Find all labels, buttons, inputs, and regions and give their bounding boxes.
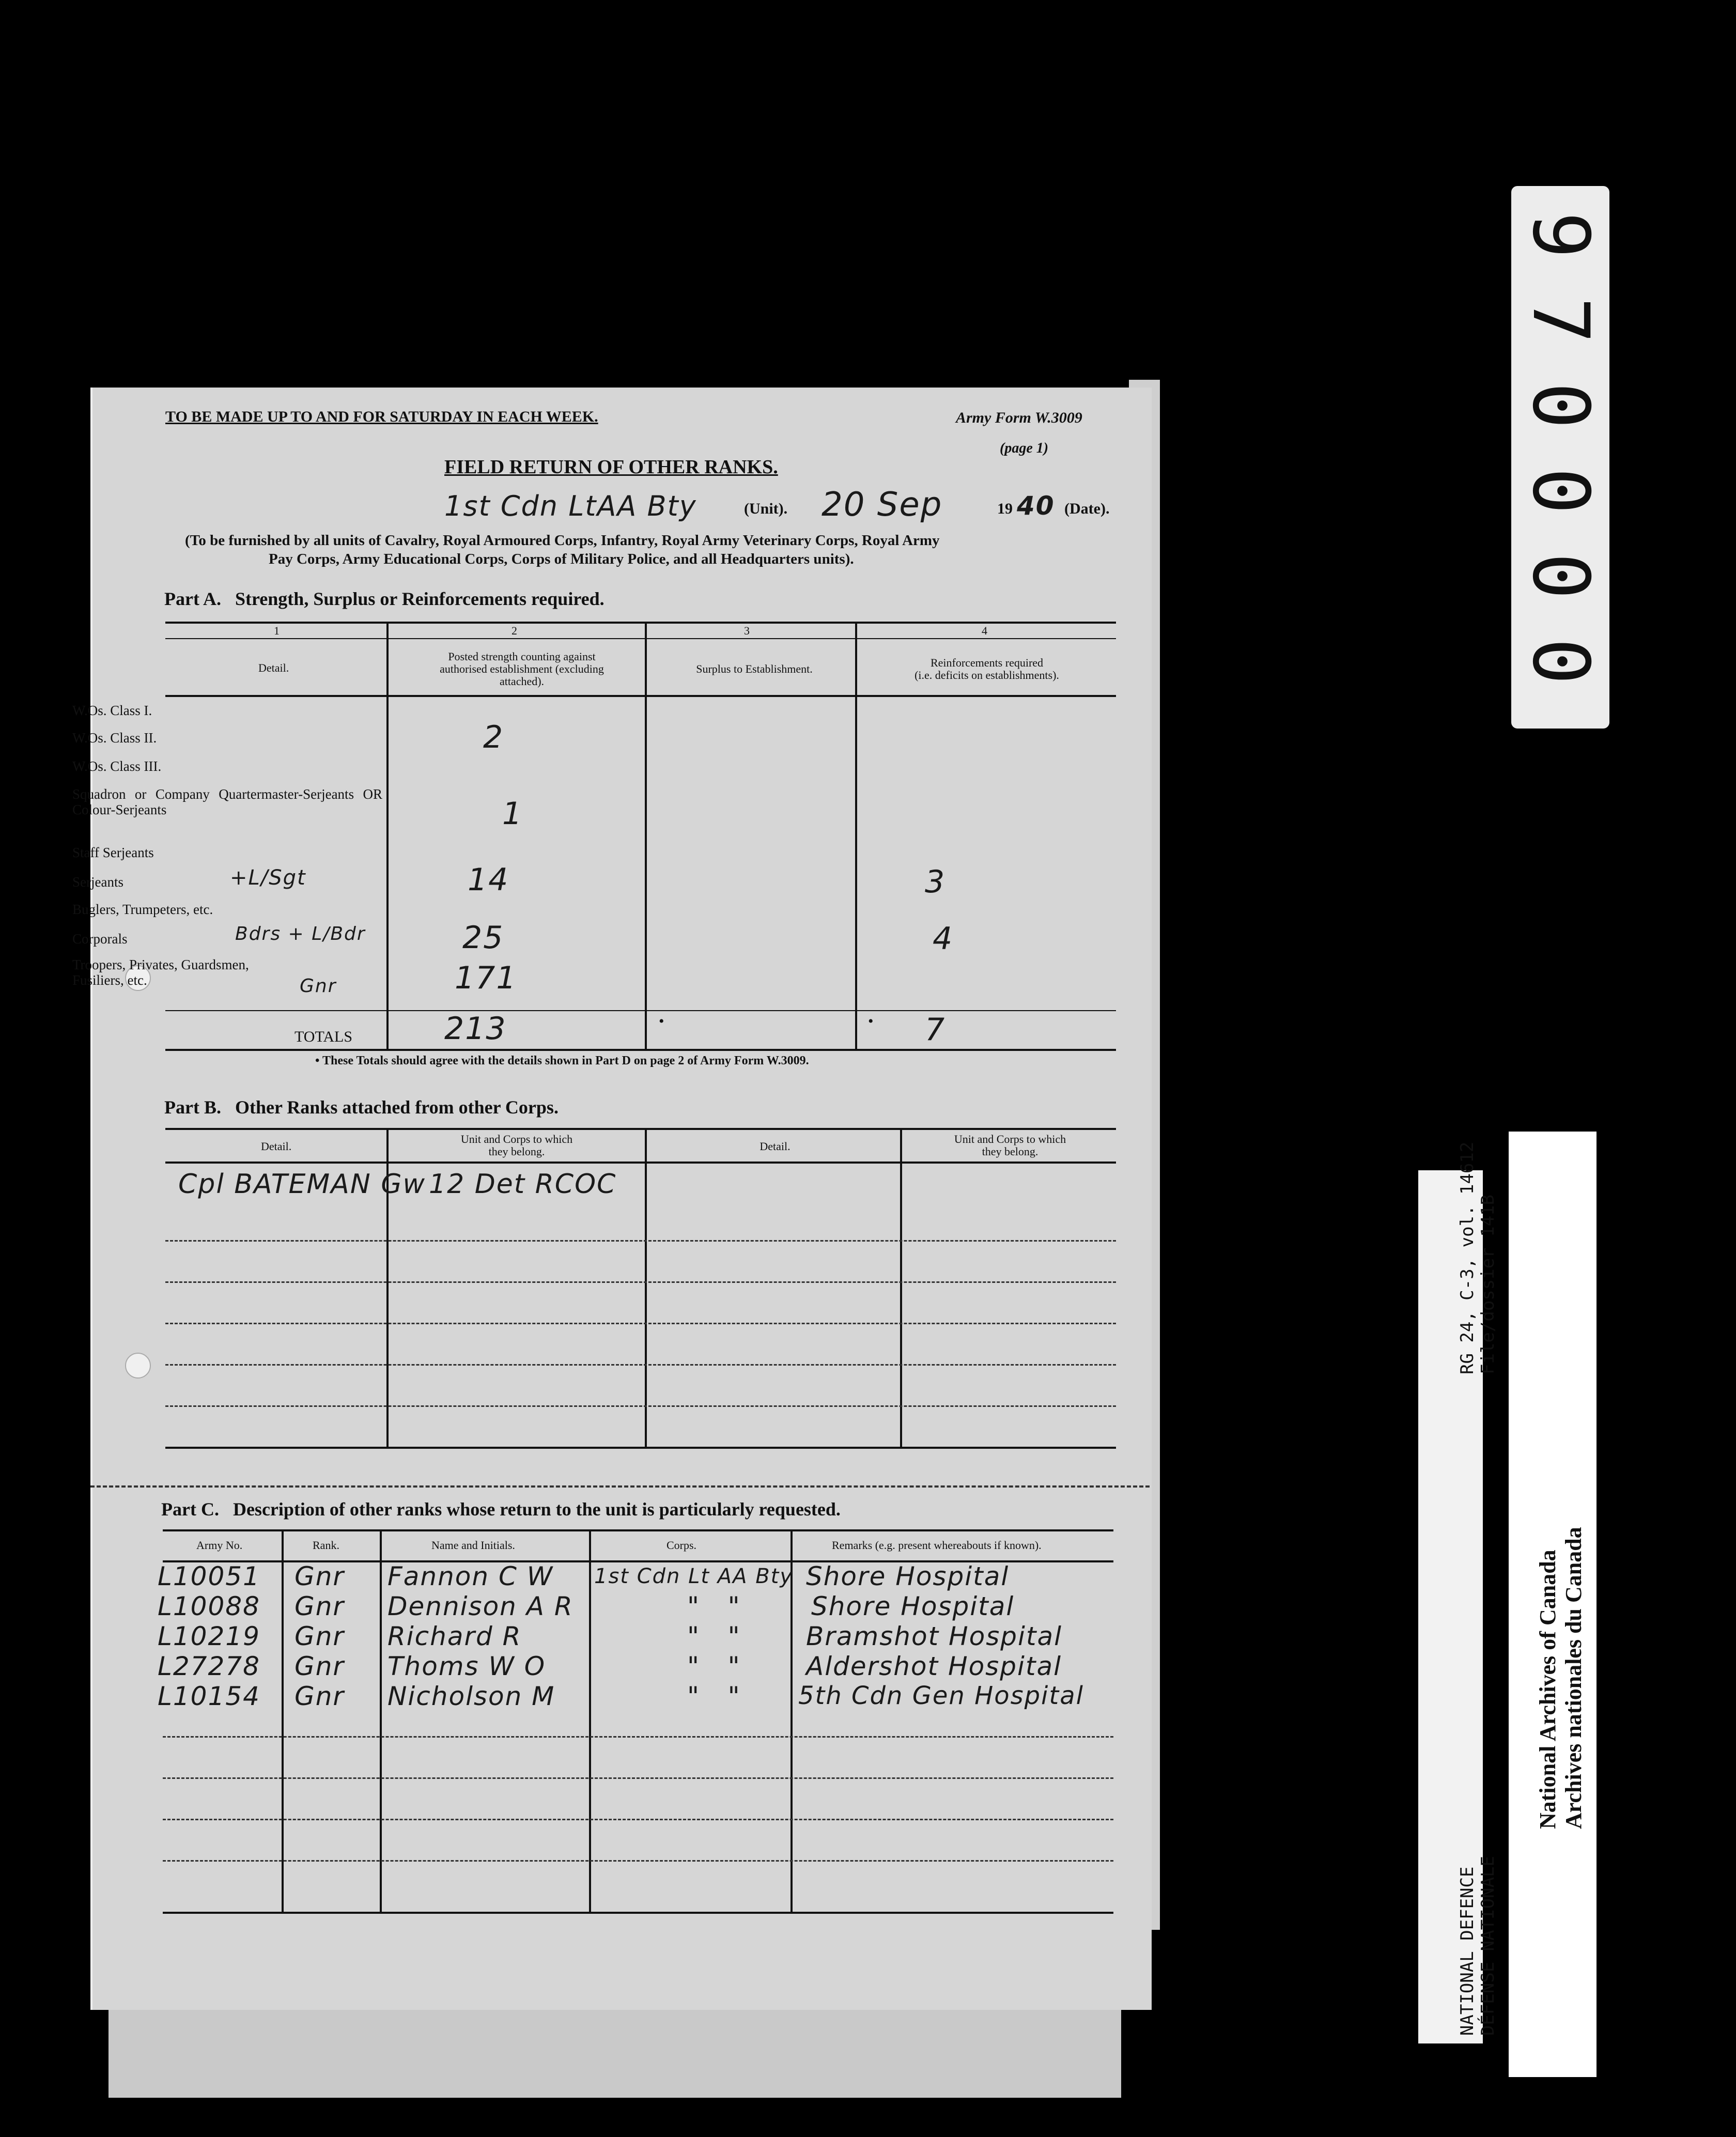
part-a-header-rule xyxy=(165,695,1116,697)
col-number: 4 xyxy=(982,624,987,637)
row-label-buglers: Buglers, Trumpeters, etc. xyxy=(72,902,213,917)
part-c-army-no: L27278 xyxy=(158,1651,260,1681)
part-a-col-divider xyxy=(855,622,857,1049)
totals-posted: 213 xyxy=(444,1011,507,1047)
part-c-heading: Part C. Description of other ranks whose return to the unit is particularly requested. xyxy=(161,1499,841,1520)
part-c-corps: 1st Cdn Lt AA Bty xyxy=(594,1565,793,1588)
col-header-detail: Detail. xyxy=(258,661,289,674)
label-national-defence: NATIONAL DEFENCE xyxy=(1457,1866,1478,2036)
label-record-group: RG 24, C-3, vol. 14612 xyxy=(1457,1141,1478,1374)
col-header-surplus: Surplus to Establishment. xyxy=(696,662,813,675)
row-label-wo-class-3: W.Os. Class III. xyxy=(72,758,162,774)
part-b-entry-detail: Cpl BATEMAN Gw xyxy=(178,1169,426,1200)
part-b-dotted-rule xyxy=(165,1405,1116,1407)
part-a-col-divider xyxy=(386,622,389,1049)
part-c-corps: " " xyxy=(687,1651,741,1681)
stamp-digit: 0 xyxy=(1515,638,1605,685)
part-a-top-rule xyxy=(165,622,1116,624)
part-c-army-no: L10219 xyxy=(158,1621,260,1651)
totals-label: TOTALS xyxy=(295,1028,353,1045)
col-number: 2 xyxy=(512,624,517,637)
part-b-col-unit2-line-1: Unit and Corps to which xyxy=(954,1133,1066,1145)
sheet-bottom-tab xyxy=(109,2010,1121,2098)
part-a-number-rule xyxy=(165,638,1116,639)
part-c-army-no: L10051 xyxy=(158,1561,260,1591)
tear-off-dashed-line xyxy=(90,1485,1150,1488)
part-b-col-divider xyxy=(645,1128,647,1447)
row-label-serjeants: Serjeants xyxy=(72,874,123,890)
army-form-number: Army Form W.3009 xyxy=(956,409,1082,426)
part-c-remarks: 5th Cdn Gen Hospital xyxy=(798,1681,1084,1710)
part-c-name: Nicholson M xyxy=(388,1681,555,1711)
unit-value: 1st Cdn LtAA Bty xyxy=(444,490,697,522)
part-a-bottom-rule xyxy=(165,1049,1116,1051)
part-a-col-divider xyxy=(645,622,647,1049)
stamp-digit: 0 xyxy=(1515,467,1605,515)
part-b-col-unit2-line-2: they belong. xyxy=(982,1145,1038,1158)
part-c-remarks: Shore Hospital xyxy=(811,1591,1015,1621)
part-b-dotted-rule xyxy=(165,1323,1116,1324)
totals-surplus-bullet: • xyxy=(659,1013,664,1030)
date-year-prefix: 19 xyxy=(997,500,1013,517)
row-extra-serjeants: +L/Sgt xyxy=(230,866,306,890)
totals-reinf-bullet: • xyxy=(868,1013,874,1030)
part-c-name: Richard R xyxy=(388,1621,522,1651)
row-label-wo-class-1: W.Os. Class I. xyxy=(72,703,152,718)
stamp-digit: 0 xyxy=(1515,552,1605,600)
reinf-corporals: 4 xyxy=(933,921,954,957)
stamp-digit: 0 xyxy=(1515,382,1605,429)
part-b-header-rule xyxy=(165,1162,1116,1164)
col-header-posted-line-2: authorised establishment (excluding xyxy=(440,662,604,675)
part-a-totals-rule xyxy=(165,1010,1116,1011)
furnish-note-line-1: (To be furnished by all units of Cavalry, Royal Armoured Corps, Infantry, Royal Army Veterinary Corps, Royal Army xyxy=(185,532,940,549)
date-label: (Date). xyxy=(1064,500,1110,517)
form-title: FIELD RETURN OF OTHER RANKS. xyxy=(444,456,778,478)
page-number: (page 1) xyxy=(1000,440,1049,456)
part-c-corps: " " xyxy=(687,1621,741,1651)
part-c-rank: Gnr xyxy=(295,1591,345,1621)
part-b-heading: Part B. Other Ranks attached from other Corps. xyxy=(164,1097,559,1118)
part-c-name: Thoms W O xyxy=(388,1651,546,1681)
part-b-col-detail: Detail. xyxy=(261,1140,292,1153)
part-c-remarks: Shore Hospital xyxy=(806,1561,1010,1591)
reinf-serjeants: 3 xyxy=(925,864,946,900)
date-year: 40 xyxy=(1017,491,1055,521)
row-extra-troopers: Gnr xyxy=(300,975,337,997)
col-number: 3 xyxy=(744,624,750,637)
part-c-name: Fannon C W xyxy=(388,1561,554,1591)
stamp-digit: 9 xyxy=(1515,211,1605,259)
part-b-dotted-rule xyxy=(165,1364,1116,1366)
part-c-col-corps: Corps. xyxy=(667,1539,697,1552)
col-header-posted-line-1: Posted strength counting against xyxy=(448,650,596,663)
archives-name-english: National Archives of Canada xyxy=(1535,1550,1560,1829)
row-extra-corporals: Bdrs + L/Bdr xyxy=(235,923,366,944)
col-header-reinf-line-2: (i.e. deficits on establishments). xyxy=(915,669,1059,682)
part-c-army-no: L10088 xyxy=(158,1591,260,1621)
posted-troopers: 171 xyxy=(455,960,517,996)
furnish-note-line-2: Pay Corps, Army Educational Corps, Corps of Military Police, and all Headquarters units). xyxy=(269,551,854,567)
row-label-cqms: Squadron or Company Quartermaster-Serjeants OR Colour-Serjeants xyxy=(72,786,382,817)
part-c-dotted-rule xyxy=(163,1777,1113,1779)
punch-hole-icon xyxy=(125,1353,151,1379)
part-c-col-rank: Rank. xyxy=(313,1539,339,1552)
part-c-col-remarks: Remarks (e.g. present whereabouts if known). xyxy=(832,1539,1042,1552)
posted-cqms: 1 xyxy=(502,796,523,832)
part-c-name: Dennison A R xyxy=(388,1591,574,1621)
row-label-troopers: Troopers, Privates, Guardsmen, Fusiliers, etc. xyxy=(72,957,249,988)
part-b-bottom-rule xyxy=(165,1447,1116,1449)
part-c-dotted-rule xyxy=(163,1736,1113,1738)
part-c-top-rule xyxy=(163,1529,1113,1531)
part-c-corps: " " xyxy=(687,1681,741,1711)
archives-name-french: Archives nationales du Canada xyxy=(1561,1527,1586,1829)
part-c-corps: " " xyxy=(687,1591,741,1621)
part-c-col-divider xyxy=(380,1529,382,1912)
totals-reinf: 7 xyxy=(925,1012,946,1048)
unit-label: (Unit). xyxy=(744,500,788,517)
stamp-digit: 7 xyxy=(1515,297,1605,344)
posted-serjeants: 14 xyxy=(468,862,509,898)
part-b-entry-unit: 12 Det RCOC xyxy=(429,1169,617,1200)
part-b-col-divider xyxy=(900,1128,902,1447)
row-label-staff-serjeants: Staff Serjeants xyxy=(72,845,154,860)
part-c-dotted-rule xyxy=(163,1860,1113,1862)
posted-wo-class-2: 2 xyxy=(483,719,504,755)
part-c-remarks: Bramshot Hospital xyxy=(806,1621,1063,1651)
date-day: 20 Sep xyxy=(822,486,943,524)
part-b-top-rule xyxy=(165,1128,1116,1130)
part-c-rank: Gnr xyxy=(295,1621,345,1651)
totals-footnote: • These Totals should agree with the details shown in Part D on page 2 of Army Form W.3009. xyxy=(315,1054,809,1067)
document-number-stamp xyxy=(1511,186,1609,729)
part-c-col-army-no: Army No. xyxy=(196,1539,243,1552)
part-c-col-divider xyxy=(589,1529,591,1912)
part-c-dotted-rule xyxy=(163,1819,1113,1820)
part-b-col-unit-line-2: they belong. xyxy=(488,1145,545,1158)
col-header-reinf-line-1: Reinforcements required xyxy=(930,656,1044,669)
part-c-rank: Gnr xyxy=(295,1561,345,1591)
posted-corporals: 25 xyxy=(462,920,504,956)
form-instruction: TO BE MADE UP TO AND FOR SATURDAY IN EACH WEEK. xyxy=(165,408,598,425)
part-b-dotted-rule xyxy=(165,1281,1116,1283)
part-b-dotted-rule xyxy=(165,1240,1116,1242)
col-header-posted-line-3: attached). xyxy=(499,675,545,688)
part-c-army-no: L10154 xyxy=(158,1681,260,1711)
part-a-heading: Part A. Strength, Surplus or Reinforcements required. xyxy=(164,589,605,609)
part-c-col-divider xyxy=(282,1529,284,1912)
part-b-col-unit-line-1: Unit and Corps to which xyxy=(460,1133,573,1145)
label-defense-nationale: DÉFENSE NATIONALE xyxy=(1478,1856,1498,2036)
col-number: 1 xyxy=(274,624,280,637)
row-label-wo-class-2: W.Os. Class II. xyxy=(72,730,157,746)
label-file-dossier: File/dossier 141B xyxy=(1478,1195,1498,1374)
part-c-rank: Gnr xyxy=(295,1681,345,1711)
part-c-col-name: Name and Initials. xyxy=(431,1539,515,1552)
part-b-col-detail-2: Detail. xyxy=(760,1140,791,1153)
part-c-bottom-rule xyxy=(163,1912,1113,1914)
part-c-rank: Gnr xyxy=(295,1651,345,1681)
part-c-remarks: Aldershot Hospital xyxy=(806,1651,1062,1681)
row-label-corporals: Corporals xyxy=(72,931,128,947)
